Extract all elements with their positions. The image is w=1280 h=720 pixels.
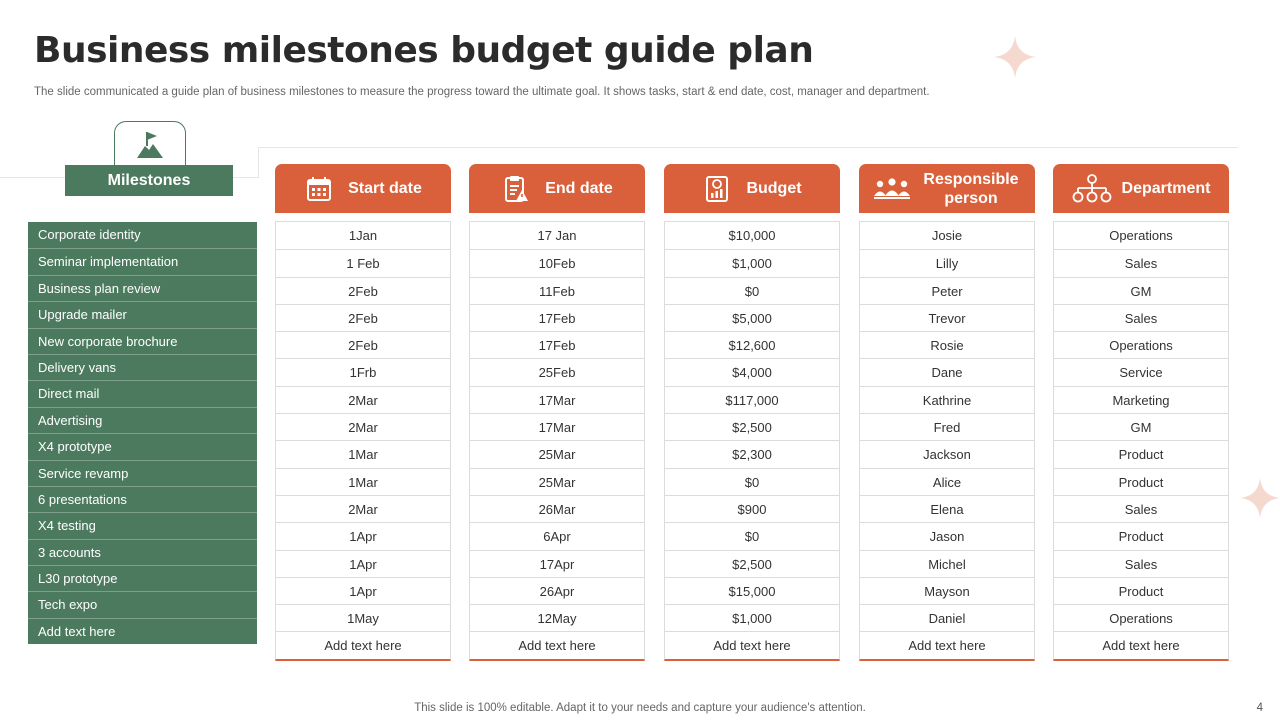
column-responsible-person [859, 164, 1035, 661]
table-cell: 2Feb [276, 304, 450, 331]
column-label: End date [545, 180, 613, 197]
milestone-row: Direct mail [28, 380, 257, 406]
table-cell: $2,300 [665, 440, 839, 467]
table-cell: Add text here [860, 631, 1034, 658]
table-cell: 2Mar [276, 413, 450, 440]
table-cell: $1,000 [665, 604, 839, 631]
column-header [1053, 164, 1229, 213]
milestone-row: New corporate brochure [28, 328, 257, 354]
table-cell: 17 Jan [537, 228, 577, 243]
calendar-icon [304, 174, 334, 204]
table-cell: $0 [665, 468, 839, 495]
table-cell: Operations [1054, 331, 1228, 358]
table-cell: Josie [931, 228, 963, 243]
table-cell: Sales [1054, 495, 1228, 522]
table-cell: Daniel [860, 604, 1034, 631]
team-icon [873, 174, 911, 204]
table-cell: 25Feb [470, 358, 644, 385]
milestone-row: Delivery vans [28, 354, 257, 380]
table-cell: Jason [860, 522, 1034, 549]
milestone-row: Business plan review [28, 275, 257, 301]
milestone-row: Advertising [28, 407, 257, 433]
table-cell: 1Mar [276, 468, 450, 495]
column-header [469, 164, 645, 213]
table-cell: 17Mar [470, 386, 644, 413]
table-cell: 26Apr [470, 577, 644, 604]
milestones-header: Milestones [65, 165, 233, 196]
column-body [664, 221, 840, 661]
column-body [859, 221, 1035, 661]
page-number: 4 [1256, 702, 1263, 714]
table-cell: Lilly [860, 249, 1034, 276]
table-cell: 2Mar [276, 386, 450, 413]
table-cell: Jackson [860, 440, 1034, 467]
table-cell: $2,500 [665, 413, 839, 440]
table-cell: Rosie [860, 331, 1034, 358]
column-label: Budget [746, 180, 802, 197]
table-cell: 12May [470, 604, 644, 631]
column-department [1053, 164, 1229, 661]
column-end-date [469, 164, 645, 661]
column-body [469, 221, 645, 661]
table-cell: 26Mar [470, 495, 644, 522]
table-cell: Product [1054, 577, 1228, 604]
column-header [275, 164, 451, 213]
table-cell: Product [1054, 522, 1228, 549]
table-cell: Operations [1109, 228, 1173, 243]
milestone-row: 6 presentations [28, 486, 257, 512]
divider-line [258, 147, 259, 178]
table-cell: Mayson [860, 577, 1034, 604]
table-cell: Trevor [860, 304, 1034, 331]
table-cell: 17Feb [470, 331, 644, 358]
table-cell: Michel [860, 550, 1034, 577]
table-cell: $4,000 [665, 358, 839, 385]
column-body [275, 221, 451, 661]
sparkle-icon [1240, 478, 1280, 518]
table-cell: 2Mar [276, 495, 450, 522]
table-cell: $0 [665, 277, 839, 304]
milestones-icon-box [114, 121, 186, 166]
table-cell: Sales [1054, 249, 1228, 276]
milestone-row: Tech expo [28, 591, 257, 617]
table-cell: GM [1054, 277, 1228, 304]
column-label: Start date [348, 180, 422, 197]
table-cell: 2Feb [276, 277, 450, 304]
table-cell: Product [1054, 468, 1228, 495]
table-cell: 17Apr [470, 550, 644, 577]
table-cell: 1Apr [276, 577, 450, 604]
table-cell: Elena [860, 495, 1034, 522]
table-cell: Marketing [1054, 386, 1228, 413]
table-cell: $10,000 [728, 228, 776, 243]
table-cell: Product [1054, 440, 1228, 467]
flag-on-mountain-icon [134, 128, 166, 160]
table-cell: GM [1054, 413, 1228, 440]
column-label: Department [1121, 180, 1211, 197]
column-body [1053, 221, 1229, 661]
column-header [859, 164, 1035, 213]
table-cell: $5,000 [665, 304, 839, 331]
table-cell: $2,500 [665, 550, 839, 577]
milestone-row: X4 prototype [28, 433, 257, 459]
table-cell: Add text here [1054, 631, 1228, 658]
sparkle-icon [994, 36, 1036, 78]
table-cell: Kathrine [860, 386, 1034, 413]
table-cell: 25Mar [470, 440, 644, 467]
table-cell: 1Frb [276, 358, 450, 385]
table-cell: 1May [276, 604, 450, 631]
column-label: Responsible person [923, 170, 1019, 207]
milestone-row: Service revamp [28, 460, 257, 486]
table-cell: Alice [860, 468, 1034, 495]
milestone-row: Add text here [28, 618, 257, 644]
table-cell: 1Jan [348, 228, 378, 243]
table-cell: 1Mar [276, 440, 450, 467]
table-cell: $900 [665, 495, 839, 522]
milestone-row: Upgrade mailer [28, 301, 257, 327]
table-cell: Service [1054, 358, 1228, 385]
table-cell: $12,600 [665, 331, 839, 358]
footer-note: This slide is 100% editable. Adapt it to your needs and capture your audience's attention. [414, 702, 866, 714]
milestone-row: X4 testing [28, 512, 257, 538]
table-cell: 1Apr [276, 550, 450, 577]
milestones-list [28, 222, 257, 644]
table-cell: $117,000 [665, 386, 839, 413]
column-header [664, 164, 840, 213]
table-cell: Sales [1054, 304, 1228, 331]
table-cell: Peter [860, 277, 1034, 304]
milestone-row: 3 accounts [28, 539, 257, 565]
table-cell: 1Apr [276, 522, 450, 549]
table-cell: $0 [665, 522, 839, 549]
table-cell: Add text here [470, 631, 644, 658]
slide-title: Business milestones budget guide plan [34, 30, 814, 71]
table-cell: Operations [1054, 604, 1228, 631]
table-cell: Fred [860, 413, 1034, 440]
table-cell: Dane [860, 358, 1034, 385]
slide-subtitle: The slide communicated a guide plan of business milestones to measure the progress toward the ultimate goal. It shows tasks, start & end date, cost, manager and department. [34, 86, 930, 98]
table-cell: 2Feb [276, 331, 450, 358]
milestone-row: L30 prototype [28, 565, 257, 591]
report-chart-icon [702, 174, 732, 204]
column-budget [664, 164, 840, 661]
milestone-row: Seminar implementation [28, 248, 257, 274]
table-cell: 6Apr [470, 522, 644, 549]
table-cell: 10Feb [470, 249, 644, 276]
table-cell: Add text here [276, 631, 450, 658]
clipboard-warning-icon [501, 174, 531, 204]
divider-line [258, 147, 1238, 148]
table-cell: $1,000 [665, 249, 839, 276]
table-cell: 17Feb [470, 304, 644, 331]
table-cell: 1 Feb [276, 249, 450, 276]
table-cell: Sales [1054, 550, 1228, 577]
table-cell: 11Feb [470, 277, 644, 304]
milestone-row: Corporate identity [38, 227, 141, 242]
org-chart-icon [1072, 174, 1112, 204]
table-cell: Add text here [665, 631, 839, 658]
table-cell: 17Mar [470, 413, 644, 440]
table-cell: $15,000 [665, 577, 839, 604]
column-start-date [275, 164, 451, 661]
table-cell: 25Mar [470, 468, 644, 495]
